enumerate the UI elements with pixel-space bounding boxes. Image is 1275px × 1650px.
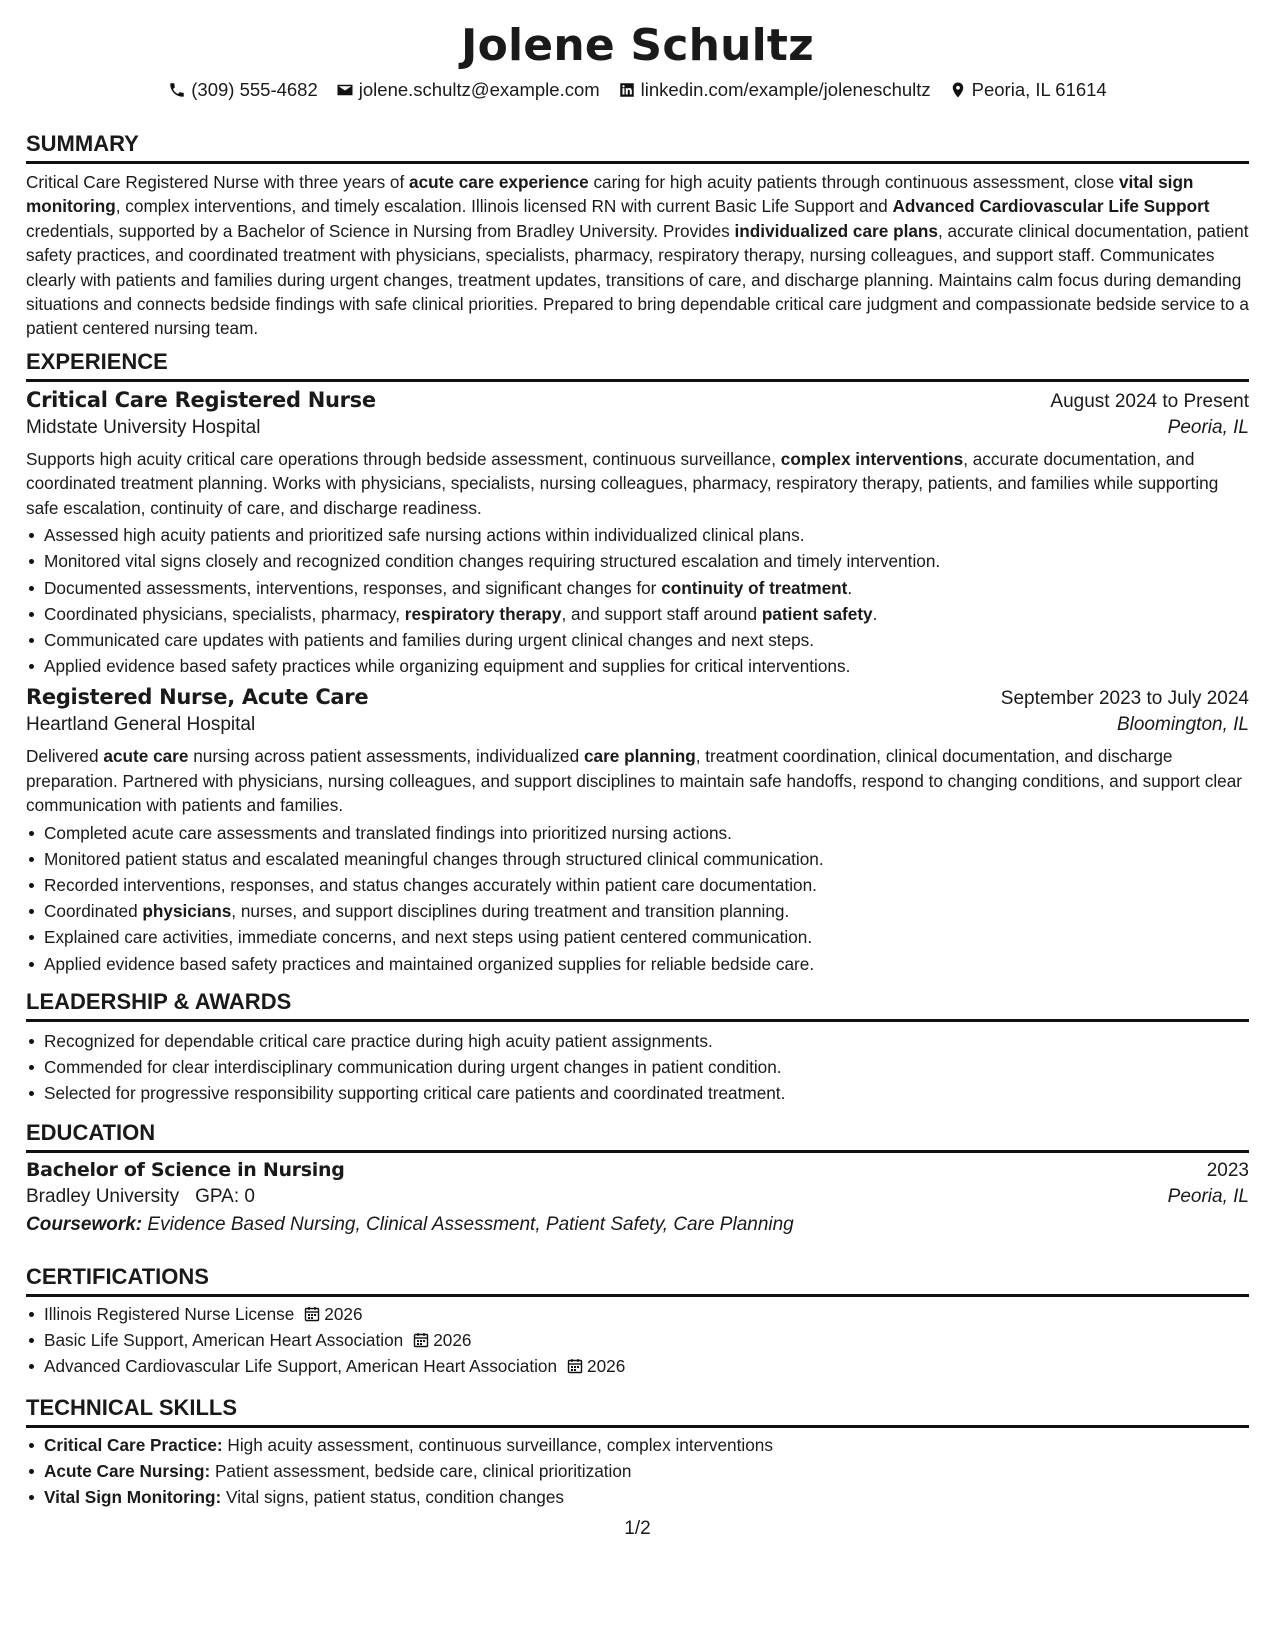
list-item (44, 898, 1249, 924)
emphasis-text: care planning (583, 746, 696, 767)
gpa-text: GPA: 0 (195, 1186, 255, 1207)
skill-category: Critical Care Practice: (44, 1435, 223, 1455)
list-item (44, 627, 1249, 653)
emphasis-text: Advanced Cardiovascular Life Support (892, 196, 1210, 217)
job-entry (26, 388, 1249, 679)
school-name: Bradley University (26, 1186, 180, 1207)
text-run: caring for high acuity patients through continuous assessment, close (588, 172, 1119, 192)
certification-name: Advanced Cardiovascular Life Support, American Heart Association (44, 1356, 558, 1377)
text-run: Recorded interventions, responses, and status changes accurately within patient care documentation. (44, 875, 817, 896)
text-run: , complex interventions, and timely escalation. Illinois licensed RN with current Basic Life Support and (115, 196, 893, 217)
certification-year: 2026 (433, 1330, 472, 1351)
text-run: Supports high acuity critical care operations through bedside assessment, continuous surveillance, (26, 449, 781, 469)
candidate-name: Jolene Schultz (461, 20, 814, 71)
text-run: Coordinated (44, 901, 143, 922)
section-title-experience: EXPERIENCE (26, 348, 1249, 382)
list-item (44, 548, 1249, 574)
linkedin-link[interactable]: linkedin.com/example/joleneschultz (640, 79, 931, 100)
page-number: 1/2 (624, 1518, 651, 1539)
email-link[interactable]: jolene.schultz@example.com (358, 79, 600, 100)
job-bullets (26, 522, 1249, 679)
school-location: Peoria, IL (1167, 1186, 1249, 1207)
job-bullets (26, 820, 1249, 977)
phone-icon (168, 81, 186, 99)
text-run: , nurses, and support disciplines during treatment and transition planning. (231, 901, 790, 922)
emphasis-text: patient safety (761, 603, 873, 624)
phone-text: (309) 555-4682 (191, 79, 318, 100)
text-run: , accurate clinical documentation, patient safety practices, and coordinated treatment with physicians, specialists, pharmacy, respiratory therapy, nursing colleagues, and support staff. Communicates clearly with patients and families during urgent changes, treatment updates, transitions of care, and discharge planning. Maintains calm focus during demanding situations and connects bedside findings with safe clinical priorities. Prepared to bring dependable critical care judgment and compassionate bedside service to a patient centered nursing team. (26, 220, 1249, 339)
list-item (44, 846, 1249, 872)
skills-section (26, 1394, 1249, 1511)
leadership-list (26, 1028, 1249, 1107)
text-run: , accurate documentation, and coordinated treatment planning. Works with physicians, specialists, nursing colleagues, pharmacy, respiratory therapy, patients, and families while supporting safe escalation, continuity of care, and discharge readiness. (26, 449, 1219, 518)
text-run: Monitored vital signs closely and recognized condition changes requiring structured escalation and timely intervention. (44, 551, 941, 572)
job-title: Registered Nurse, Acute Care (26, 685, 369, 710)
experience-section (26, 348, 1249, 977)
list-item (44, 872, 1249, 898)
skill-category: Acute Care Nursing: (44, 1461, 211, 1482)
emphasis-text: individualized care plans (734, 220, 938, 241)
text-run: Coordinated physicians, specialists, pharmacy, (44, 603, 405, 624)
job-dates: August 2024 to Present (1050, 391, 1249, 412)
linkedin-icon (618, 81, 636, 99)
text-run: Completed acute care assessments and translated findings into prioritized nursing actions. (44, 822, 732, 843)
skill-values: Vital signs, patient status, condition changes (221, 1487, 564, 1508)
job-description (26, 447, 1249, 520)
text-run: Applied evidence based safety practices while organizing equipment and supplies for critical interventions. (44, 656, 851, 677)
job-description (26, 744, 1249, 817)
list-item (44, 1432, 1249, 1458)
skill-values: High acuity assessment, continuous surveillance, complex interventions (222, 1435, 773, 1455)
job-employer: Heartland General Hospital (26, 714, 256, 736)
list-item (44, 820, 1249, 846)
list-item: Selected for progressive responsibility supporting critical care patients and coordinated treatment. (44, 1080, 1249, 1106)
coursework-label: Coursework: (26, 1214, 143, 1235)
certification-name: Illinois Registered Nurse License (44, 1304, 295, 1324)
text-run: Explained care activities, immediate concerns, and next steps using patient centered communication. (44, 927, 813, 948)
text-run: Assessed high acuity patients and prioritized safe nursing actions within individualized clinical plans. (44, 525, 805, 546)
job-location: Peoria, IL (1167, 417, 1249, 438)
list-item (44, 1301, 1249, 1327)
emphasis-text: complex interventions (780, 449, 964, 469)
emphasis-text: physicians (142, 901, 232, 922)
list-item (44, 1458, 1249, 1484)
skill-category: Vital Sign Monitoring: (44, 1487, 222, 1508)
contact-linkedin[interactable] (618, 78, 931, 102)
list-item (44, 601, 1249, 627)
emphasis-text: acute care experience (409, 172, 589, 192)
leadership-section (26, 988, 1249, 1107)
section-title-skills: TECHNICAL SKILLS (26, 1394, 1249, 1428)
calendar-icon (413, 1329, 429, 1345)
certifications-list (26, 1301, 1249, 1380)
job-dates: September 2023 to July 2024 (1000, 688, 1249, 710)
list-item: Commended for clear interdisciplinary communication during urgent changes in patient condition. (44, 1054, 1249, 1080)
text-run: Documented assessments, interventions, responses, and significant changes for (44, 577, 662, 598)
summary-section (26, 130, 1249, 341)
skill-values: Patient assessment, bedside care, clinical prioritization (210, 1461, 632, 1482)
list-item (44, 522, 1249, 548)
map-pin-icon (949, 81, 967, 99)
section-title-education: EDUCATION (26, 1119, 1249, 1153)
coursework-list: Evidence Based Nursing, Clinical Assessment, Patient Safety, Care Planning (147, 1214, 794, 1235)
calendar-icon (567, 1355, 583, 1371)
section-title-leadership: LEADERSHIP & AWARDS (26, 988, 1249, 1022)
list-item (44, 1484, 1249, 1510)
job-entry (26, 685, 1249, 976)
contact-location (949, 78, 1107, 102)
list-item (44, 575, 1249, 601)
emphasis-text: vital sign monitoring (26, 172, 1194, 217)
text-run: Monitored patient status and escalated meaningful changes through structured clinical communication. (44, 848, 824, 869)
text-run: credentials, supported by a Bachelor of Science in Nursing from Bradley University. Provides (26, 220, 735, 241)
degree-title: Bachelor of Science in Nursing (26, 1159, 345, 1181)
list-item (44, 653, 1249, 679)
list-item (44, 1327, 1249, 1353)
text-run: nursing across patient assessments, individualized (188, 746, 584, 767)
text-run: . (872, 603, 878, 624)
certification-year: 2026 (324, 1304, 363, 1324)
contact-bar (26, 78, 1249, 102)
calendar-icon (304, 1303, 320, 1319)
list-item (44, 924, 1249, 950)
list-item (44, 951, 1249, 977)
text-run: . (847, 577, 853, 598)
summary-text (26, 170, 1249, 341)
envelope-icon (336, 81, 354, 99)
certification-name: Basic Life Support, American Heart Association (44, 1330, 404, 1351)
job-employer: Midstate University Hospital (26, 417, 261, 438)
emphasis-text: acute care (103, 746, 189, 767)
skills-list (26, 1432, 1249, 1511)
coursework (26, 1214, 1249, 1236)
graduation-year: 2023 (1206, 1160, 1249, 1181)
section-title-summary: SUMMARY (26, 130, 1249, 164)
section-title-certifications: CERTIFICATIONS (26, 1263, 1249, 1297)
certification-year: 2026 (587, 1356, 626, 1377)
list-item (44, 1353, 1249, 1379)
text-run: Delivered (26, 746, 104, 767)
emphasis-text: continuity of treatment (661, 577, 848, 598)
list-item: Recognized for dependable critical care practice during high acuity patient assignments. (44, 1028, 1249, 1054)
text-run: Communicated care updates with patients and families during urgent clinical changes and next steps. (44, 630, 815, 651)
job-location: Bloomington, IL (1116, 714, 1249, 736)
resume-page (26, 18, 1249, 1508)
location-text: Peoria, IL 61614 (971, 79, 1107, 100)
education-section (26, 1119, 1249, 1236)
text-run: , treatment coordination, clinical documentation, and discharge preparation. Partnered with physicians, nursing colleagues, and support disciplines to maintain safe handoffs, respond to changing conditions, and support clear communication with patients and families. (26, 746, 1242, 816)
contact-phone (168, 78, 318, 102)
contact-email[interactable] (336, 78, 600, 102)
text-run: , and support staff around (561, 603, 762, 624)
emphasis-text: respiratory therapy (404, 603, 562, 624)
job-title: Critical Care Registered Nurse (26, 388, 376, 412)
text-run: Applied evidence based safety practices and maintained organized supplies for reliable bedside care. (44, 953, 815, 974)
text-run: Critical Care Registered Nurse with three years of (26, 172, 410, 192)
certifications-section (26, 1263, 1249, 1380)
